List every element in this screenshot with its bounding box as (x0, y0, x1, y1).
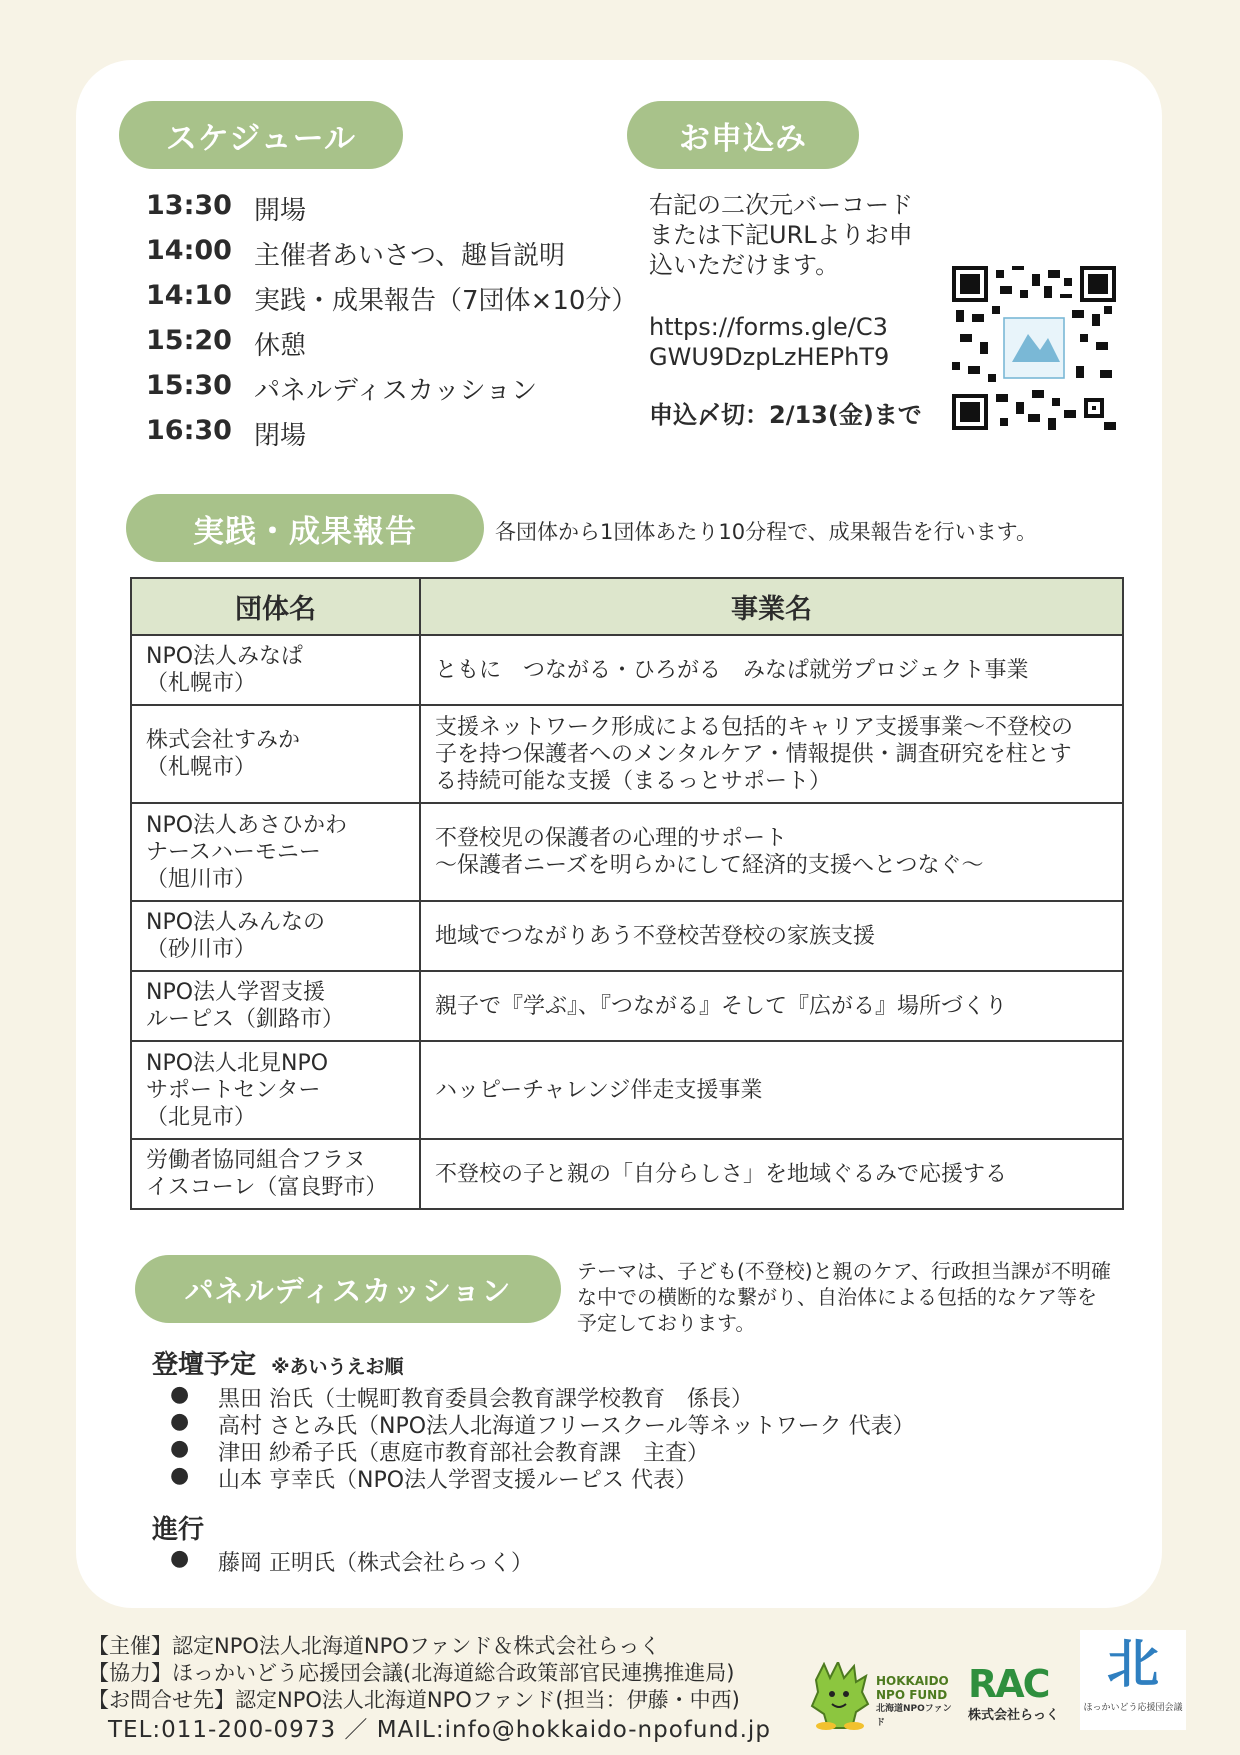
table-row (131, 705, 1123, 803)
table-row (131, 635, 1123, 705)
project-line: ともに つながる・ひろがる みなぱ就労プロジェクト事業 (435, 657, 1029, 683)
bullet-icon: ● (170, 1546, 190, 1571)
org-line: 株式会社すみか (146, 728, 301, 753)
reports-heading: 実践・成果報告 (126, 494, 484, 562)
org-line: NPO法人みんなの (146, 910, 326, 935)
apply-url-line[interactable]: https://forms.gle/C3 (649, 313, 888, 341)
speakers-note: ※あいうえお順 (271, 1356, 404, 1378)
org-cell (131, 1041, 420, 1139)
bullet-icon: ● (170, 1463, 190, 1488)
schedule-item (146, 235, 565, 272)
apply-line: 右記の二次元バーコード (649, 191, 913, 219)
org-line: NPO法人学習支援 (146, 980, 326, 1005)
bullet-icon: ● (170, 1382, 190, 1407)
schedule-time: 16:30 (146, 415, 232, 446)
speaker-item (170, 1463, 697, 1494)
org-line: NPO法人みなぱ (146, 644, 304, 669)
schedule-time: 15:30 (146, 370, 232, 401)
schedule-label: 開場 (254, 196, 307, 226)
ouen-mark: 北 (1106, 1635, 1159, 1695)
project-line: 親子で『学ぶ』、『つながる』そして『広がる』場所づくり (435, 993, 1008, 1019)
org-line: （北見市） (146, 1104, 257, 1130)
org-cell (131, 803, 420, 901)
org-line: サポートセンター (146, 1077, 321, 1103)
org-line: （旭川市） (146, 866, 257, 892)
panel-desc-line: な中での横断的な繋がり、自治体による包括的なケア等を (577, 1285, 1097, 1309)
schedule-item (146, 415, 306, 452)
footer-cooperation: 【協力】ほっかいどう応援団会議(北海道総合政策部官民連携推進局) (88, 1661, 735, 1685)
panel-desc-line: テーマは、子ども(不登校)と親のケア、行政担当課が不明確 (577, 1259, 1112, 1283)
schedule-time: 14:00 (146, 235, 232, 266)
schedule-label: 実践・成果報告（7団体×10分） (254, 286, 638, 316)
npo-fund-ja: 北海道NPOファンド (876, 1704, 952, 1728)
npo-fund-en1: HOKKAIDO (876, 1674, 949, 1688)
org-cell (131, 901, 420, 971)
org-line: イスコーレ（富良野市） (146, 1175, 388, 1200)
table-row (131, 1139, 1123, 1209)
apply-deadline: 申込〆切：2/13(金)まで (649, 401, 922, 429)
project-cell (420, 1139, 1123, 1209)
project-cell (420, 901, 1123, 971)
footer-organizer: 【主催】認定NPO法人北海道NPOファンド＆株式会社らっく (88, 1634, 661, 1658)
project-line: ～保護者ニーズを明らかにして経済的支援へとつなぐ～ (435, 853, 984, 878)
rac-logo (968, 1664, 1072, 1730)
panel-heading: パネルディスカッション (135, 1255, 561, 1323)
project-cell (420, 803, 1123, 901)
apply-line: または下記URLよりお申 (649, 221, 913, 249)
moderator-title: 進行 (152, 1515, 205, 1545)
org-line: （札幌市） (146, 755, 257, 780)
schedule-time: 15:20 (146, 325, 232, 356)
project-line: る持続可能な支援（まるっとサポート） (435, 768, 832, 794)
schedule-item (146, 190, 306, 227)
org-line: （砂川市） (146, 937, 257, 962)
schedule-time: 13:30 (146, 190, 232, 221)
table-row (131, 1041, 1123, 1139)
bullet-icon: ● (170, 1436, 190, 1461)
project-cell (420, 635, 1123, 705)
org-cell (131, 1139, 420, 1209)
org-line: ルーピス（釧路市） (146, 1007, 345, 1032)
apply-description (649, 190, 913, 280)
schedule-label: パネルディスカッション (254, 376, 538, 406)
apply-line: 込いただけます。 (649, 251, 840, 279)
speakers-title (152, 1344, 404, 1381)
apply-url[interactable] (649, 312, 889, 372)
speakers-title-text: 登壇予定 (152, 1350, 257, 1380)
org-cell (131, 635, 420, 705)
org-line: ナースハーモニー (146, 839, 321, 865)
moderator-text: 藤岡 正明氏（株式会社らっく） (218, 1551, 533, 1576)
project-line: ハッピーチャレンジ伴走支援事業 (435, 1077, 763, 1103)
reports-lead: 各団体から1団体あたり10分程で、成果報告を行います。 (495, 520, 1037, 544)
footer-inquiry: 【お問合せ先】認定NPO法人北海道NPOファンド(担当：伊藤・中西) (88, 1688, 740, 1712)
speaker-text: 高村 さとみ氏（NPO法人北海道フリースクール等ネットワーク 代表） (218, 1414, 915, 1439)
schedule-time: 14:10 (146, 280, 232, 311)
org-cell (131, 971, 420, 1041)
panel-description (577, 1258, 1117, 1336)
org-line: 労働者協同組合フラヌ (146, 1148, 366, 1173)
project-cell (420, 705, 1123, 803)
schedule-label: 主催者あいさつ、趣旨説明 (254, 241, 565, 271)
org-line: （札幌市） (146, 671, 257, 696)
schedule-label: 閉場 (254, 421, 307, 451)
table-header-row (131, 578, 1123, 635)
org-cell (131, 705, 420, 803)
npo-fund-en2: NPO FUND (876, 1688, 948, 1702)
project-cell (420, 1041, 1123, 1139)
report-table (130, 577, 1124, 1210)
schedule-item (146, 370, 537, 407)
org-line: NPO法人北見NPO (146, 1050, 329, 1076)
project-line: 地域でつながりあう不登校苦登校の家族支援 (435, 923, 876, 949)
bullet-icon: ● (170, 1409, 190, 1434)
table-row (131, 971, 1123, 1041)
schedule-heading: スケジュール (119, 101, 403, 169)
table-row (131, 803, 1123, 901)
column-header-org: 団体名 (131, 578, 420, 635)
rac-mark: RAC (968, 1662, 1049, 1706)
project-line: 不登校の子と親の「自分らしさ」を地域ぐるみで応援する (435, 1161, 1008, 1187)
apply-heading: お申込み (627, 101, 859, 169)
footer-contact[interactable]: TEL:011-200-0973 ／ MAIL:info@hokkaido-npofund.jp (108, 1717, 771, 1743)
schedule-item (146, 325, 306, 362)
project-line: 子を持つ保護者へのメンタルケア・情報提供・調査研究を柱とす (435, 741, 1072, 767)
org-line: NPO法人あさひかわ (146, 812, 348, 838)
moderator-item (170, 1546, 533, 1577)
schedule-item (146, 280, 637, 317)
speaker-text: 黒田 治氏（士幌町教育委員会教育課学校教育 係長） (218, 1387, 753, 1412)
project-cell (420, 971, 1123, 1041)
panel-desc-line: 予定しております。 (577, 1311, 756, 1335)
ouen-logo (1080, 1630, 1186, 1730)
project-line: 不登校児の保護者の心理的サポート (435, 826, 788, 851)
schedule-label: 休憩 (254, 331, 307, 361)
npo-fund-logo (808, 1660, 958, 1732)
rac-ja: 株式会社らっく (968, 1708, 1060, 1723)
apply-url-line[interactable]: GWU9DzpLzHEPhT9 (649, 343, 890, 371)
qr-code-icon[interactable] (952, 266, 1116, 430)
column-header-project: 事業名 (420, 578, 1123, 635)
table-row (131, 901, 1123, 971)
speaker-text: 津田 紗希子氏（恵庭市教育部社会教育課 主査） (218, 1441, 709, 1466)
mascot-icon (808, 1662, 872, 1730)
project-line: 支援ネットワーク形成による包括的キャリア支援事業～不登校の (435, 714, 1074, 740)
speaker-text: 山本 亨幸氏（NPO法人学習支援ルーピス 代表） (218, 1468, 698, 1493)
ouen-ja: ほっかいどう応援団会議 (1083, 1703, 1183, 1713)
